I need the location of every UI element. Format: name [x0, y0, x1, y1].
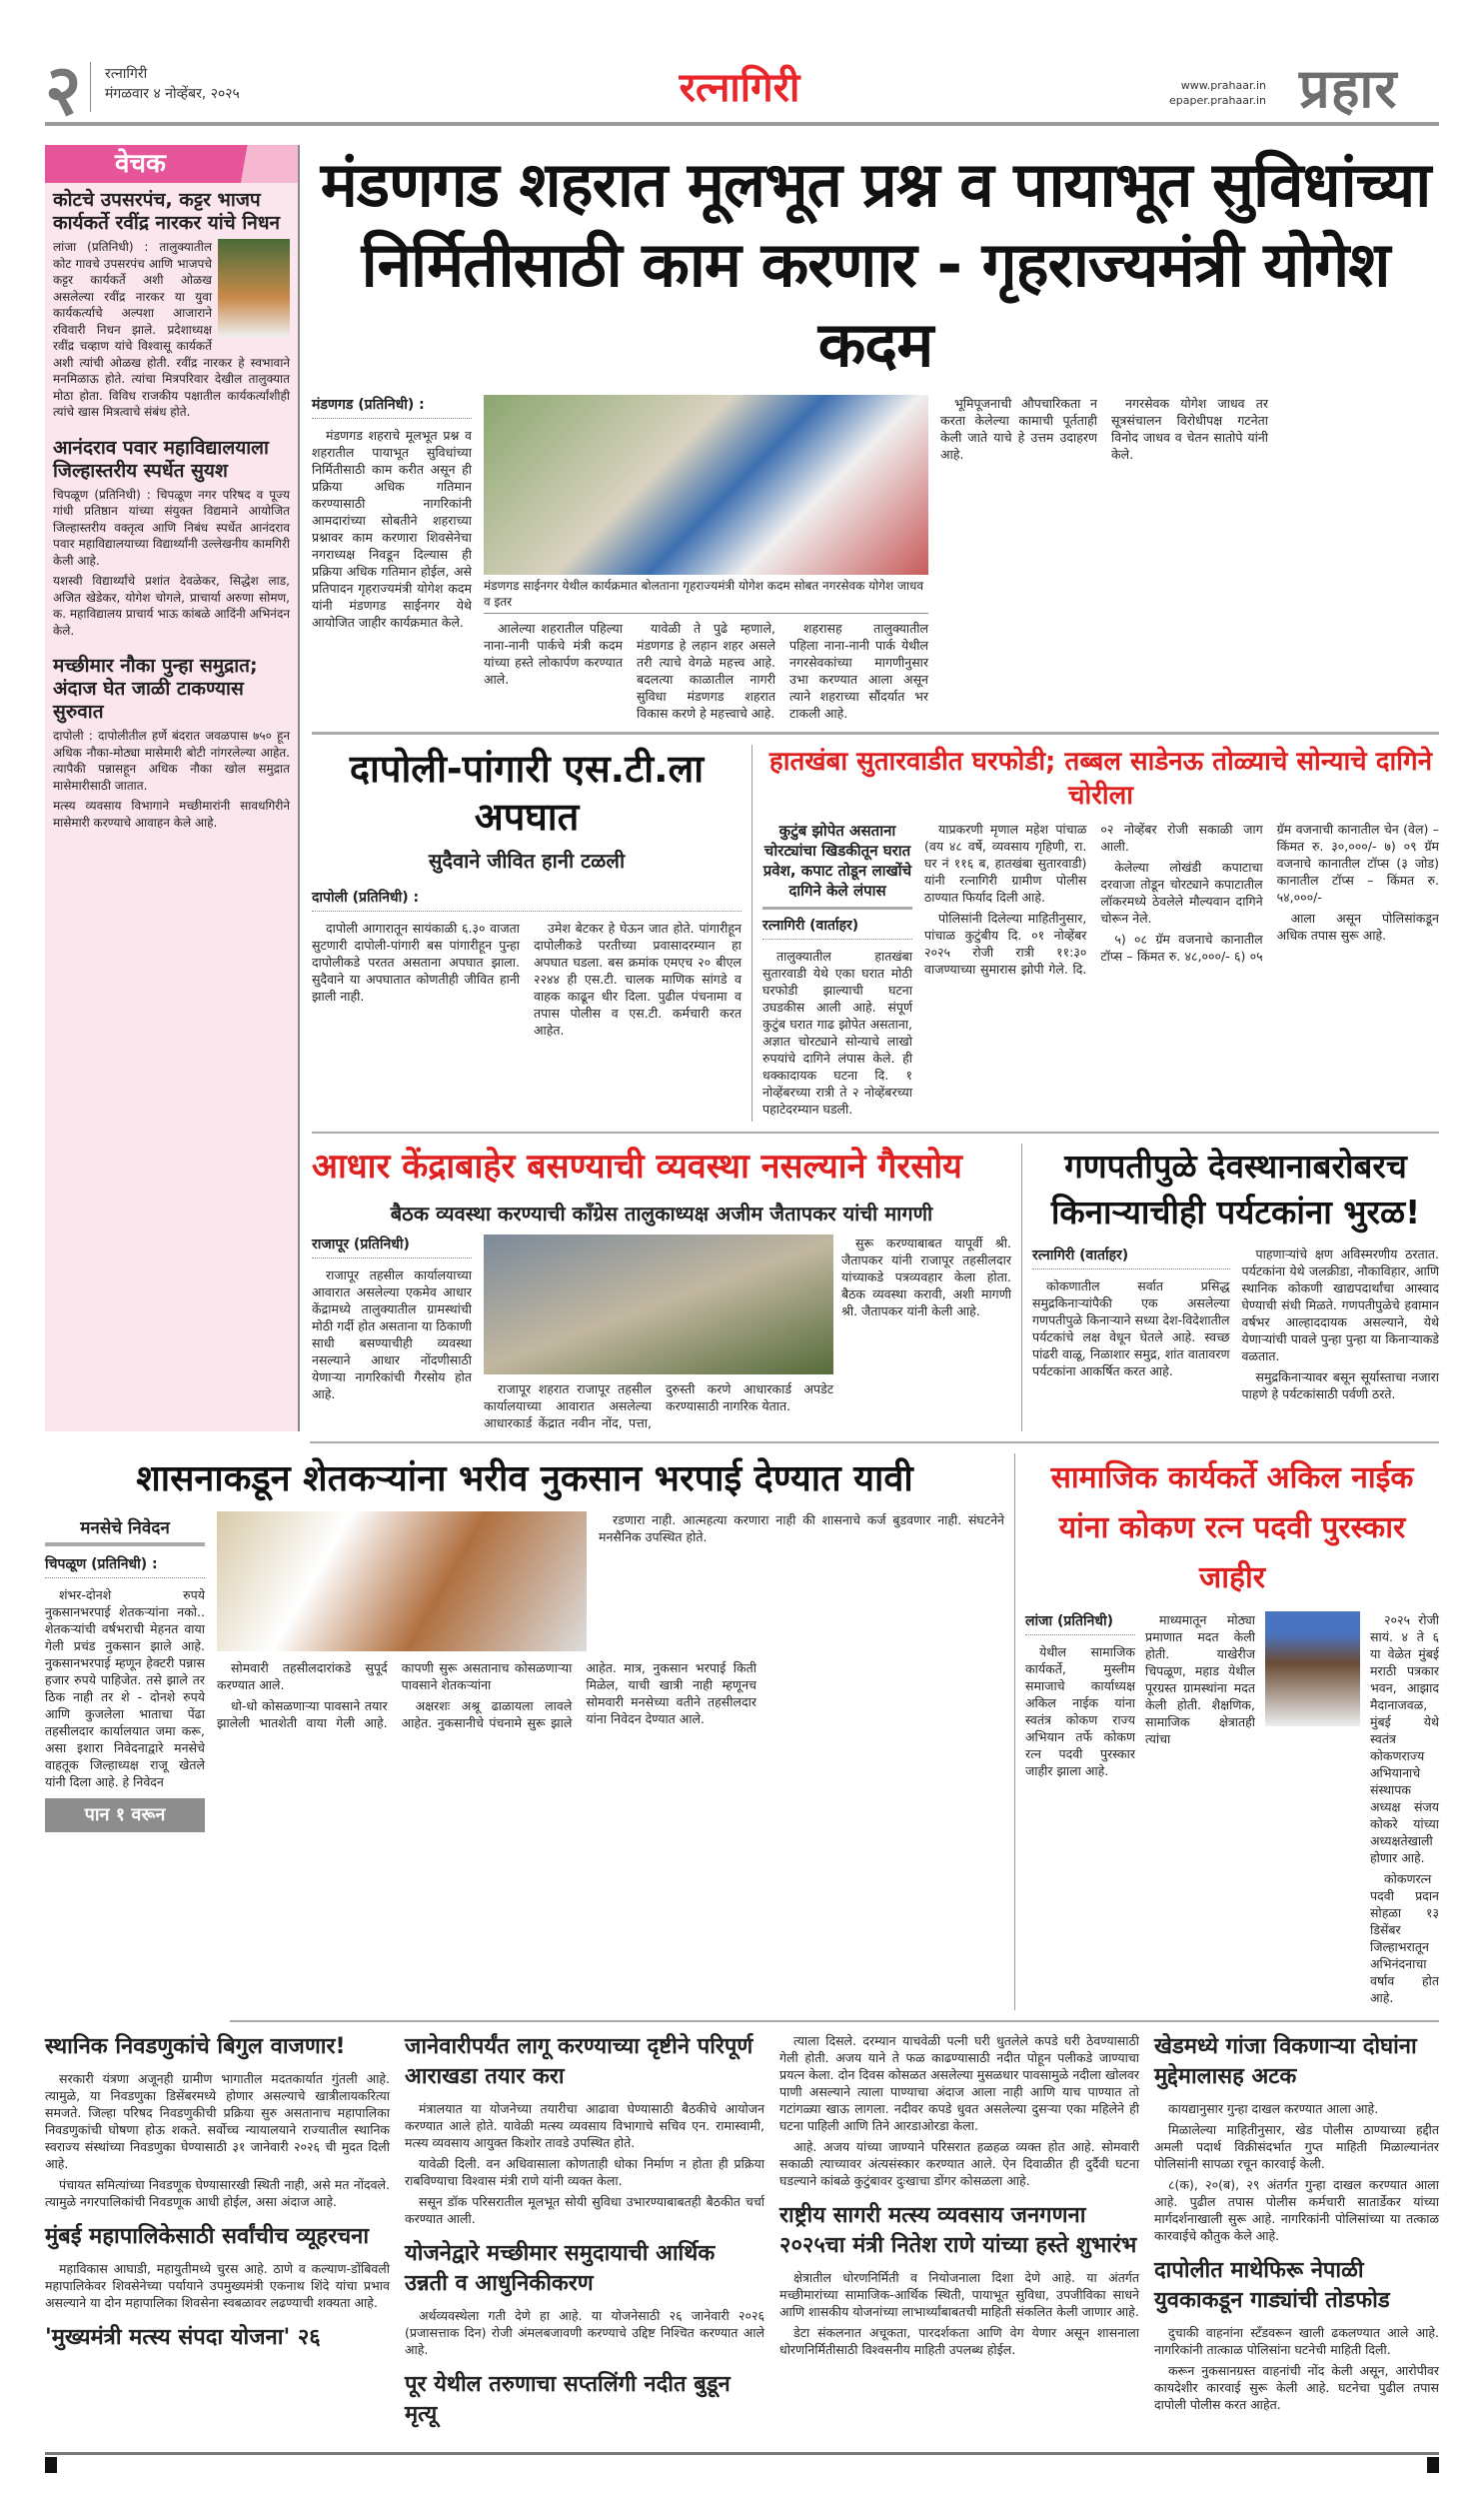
prahaar-logo: प्रहार	[1299, 57, 1398, 120]
paragraph: मिळालेल्या माहितीनुसार, खेड पोलीस ठाण्याच्या हद्दीत अमली पदार्थ विक्रीसंदर्भात गुप्त माहिती मिळाल्यानंतर पोलिसांनी सापळा रचून कारवाई केली.	[1154, 2122, 1439, 2171]
story-body	[779, 2269, 1139, 2358]
akil-naik-portrait	[1265, 1611, 1360, 1726]
footer-rule	[45, 2452, 1439, 2455]
story-headline: हातखंबा सुतारवाडीत घरफोडी; तब्बल साडेनऊ तोळ्याचे सोन्याचे दागिने चोरीला	[768, 747, 1433, 811]
sidebar-story	[45, 431, 298, 650]
memorandum-photo	[217, 1511, 587, 1651]
story-headline: खेडमध्ये गांजा विकणाऱ्या दोघांना मुद्देमालासह अटक	[1154, 2034, 1417, 2089]
story-headline: स्थानिक निवडणुकांचे बिगुल वाजणार!	[45, 2034, 346, 2059]
story-headline: शासनाकडून शेतकऱ्यांना भरीव नुकसान भरपाई देण्यात यावी	[136, 1458, 913, 1499]
dateline: मंडणगड (प्रतिनिधी) :	[312, 395, 472, 419]
paragraph: कोकणातील सर्वात प्रसिद्ध समुद्रकिनाऱ्यांपैकी एक असलेल्या गणपतीपुळे किनाऱ्याने सध्या देश-विदेशातील पर्यटकांचे लक्ष वेधून घेतले आहे. स्वच्छ पांढरी वाळू, निळाशार समुद्र, शांत वातावरण पर्यटकांना आकर्षित करत आहे.	[1032, 1278, 1230, 1378]
paragraph: रडणारा नाही. आत्महत्या करणारा नाही की शासनाचे कर्ज बुडवणार नाही. संघटनेने मनसैनिक उपस्थित होते.	[599, 1512, 1004, 1544]
sidebar-story	[45, 183, 298, 431]
story-body	[312, 1266, 472, 1402]
story-body	[45, 1586, 205, 1790]
paragraph: कोकणरत्न पदवी प्रदान सोहळा १३ डिसेंबर जिल्हाभरातून अभिनंदनाचा वर्षाव होत आहे.	[1370, 1871, 1439, 2005]
aadhaar-story	[312, 1144, 1011, 1431]
story-headline: दापोली-पांगारी एस.टी.ला अपघात	[349, 747, 705, 839]
paragraph: मंत्रालयात या योजनेच्या तयारीचा आढावा घेण्यासाठी बैठकीचे आयोजन करण्यात आले होते. यावेळी मत्स्य व्यवसाय विभागाचे सचिव एन. रामास्वामी, मत्स्य व्यवसाय आयुक्त किशोर तावडे उपस्थित होते.	[405, 2101, 764, 2150]
paragraph: केलेल्या लोखंडी कपाटाचा दरवाजा तोडून चोरट्याने कपाटातील लॉकरमध्ये ठेवलेले मौल्यवान दागिने चोरून नेले.	[1100, 860, 1263, 926]
paragraph: धो-धो कोसळणाऱ्या पावसाने तयार झालेली भातशेती वाया गेली आहे. कापणी सुरू असतानाच कोसळणाऱ्या पावसाने शेतकऱ्यांना	[217, 1660, 573, 1730]
paragraph: दापोली आगारातून सायंकाळी ६.३० वाजता सुटणारी दापोली-पांगारी बस पांगारीहून पुन्हा दापोलीकडे परतत असताना अपघात झाला. सुदैवाने या अपघातात कोणतीही जीवित हानी झाली नाही.	[312, 921, 520, 1004]
bottom-col-1	[45, 2032, 390, 2438]
story-body	[599, 1511, 1004, 1651]
paragraph: ससून डॉक परिसरातील मूलभूत सोयी सुविधा उभारण्याबाबतही बैठकीत चर्चा करण्यात आली.	[405, 2194, 764, 2226]
story-headline: आधार केंद्राबाहेर बसण्याची व्यवस्था नसल्याने गैरसोय	[312, 1147, 962, 1187]
story-headline: मच्छीमार नौका पुन्हा समुद्रात; अंदाज घेत जाळी टाकण्यास सुरुवात	[53, 655, 258, 723]
paragraph: सुरू करण्याबाबत यापूर्वी श्री. जैतापकर यांनी राजापूर तहसीलदार यांच्याकडे पत्रव्यवहार केला होता. बैठक व्यवस्था करावी, अशी मागणी श्री. जैतापकर यांनी केली आहे.	[841, 1236, 1011, 1318]
story-body	[484, 1380, 833, 1431]
dateline: लांजा (प्रतिनिधी)	[1025, 1611, 1135, 1635]
story-body: यशस्वी विद्यार्थ्यांचे प्रशांत देवळेकर, सिद्धेश लाड, अजित खेडेकर, योगेश चोगले, प्राचार्या अरुणा सोमण, क. महाविद्यालय प्राचार्य भाऊ कांबळे आदिंनी अभिनंदन केले.	[53, 574, 290, 638]
story-headline: गणपतीपुळे देवस्थानाबरोबरच किनाऱ्याचीही पर्यटकांना भुरळ!	[1050, 1147, 1421, 1232]
portrait-photo	[218, 239, 290, 337]
row-shetkari-akil	[45, 1453, 1439, 2010]
lead-col1	[312, 395, 472, 722]
paragraph: सरकारी यंत्रणा अजूनही ग्रामीण भागातील मदतकार्यात गुंतली आहे. त्यामुळे, या निवडणुका डिसेंबरमध्ये होणार असल्याचे खात्रीलायकरित्या समजते. जिल्हा परिषद निवडणुकीची प्रक्रिया सुरु असतानाच महापालिका निवडणुकांची घोषणा होऊ शकते. सर्वोच्च न्यायालयाने राज्यातील स्थानिक स्वराज्य संस्थांच्या निवडणुका घेण्यासाठी ३१ जानेवारी २०२६ ची मुदत दिली आहे.	[45, 2071, 390, 2171]
masthead-date: मंगळवार ४ नोव्हेंबर, २०२५	[105, 86, 240, 102]
paragraph: त्याला दिसले. दरम्यान याचवेळी पत्नी घरी धुतलेले कपडे घरी ठेवण्यासाठी गेली होती. अजय याने ते फळ काढण्यासाठी नदीत पोहून पलीकडे जाण्याचा प्रयत्न केला. दोन दिवस कोसळत असलेल्या मुसळधार पावसामुळे नदीला खोलवर पाणी असल्याने त्याला पाण्याचा अंदाज आला नाही आणि याच पाण्यात तो गटांगळ्या खाऊ लागला. नदीवर कपडे धुवत असलेल्या दुसऱ्या एका महिलेने ही घटना पाहिली आणि तिने आरडाओरडा केला.	[779, 2033, 1139, 2133]
section-divider	[230, 2020, 1439, 2022]
paragraph: महाविकास आघाडी, महायुतीमध्ये चुरस आहे. ठाणे व कल्याण-डोंबिवली महापालिकेवर शिवसेनेच्या पर्यायाने उपमुख्यमंत्री एकनाथ शिंदे यांचा प्रभाव असल्याने या दोन महापालिका शिवसेना स्वबळावर लढण्याची शक्यता आहे.	[45, 2261, 390, 2310]
story-body	[1032, 1277, 1230, 1379]
story-body	[1154, 2324, 1439, 2413]
paragraph: आला असून पोलिसांकडून अधिक तपास सुरू आहे.	[1276, 911, 1439, 943]
paragraph: क्षेत्रातील धोरणनिर्मिती व नियोजनाला दिशा देणे आहे. या अंतर्गत मच्छीमारांच्या सामाजिक-आर्थिक स्थिती, पायाभूत सुविधा, उपजीविका साधने आणि शासकीय योजनांच्या लाभार्थ्यांबाबतची माहिती संकलित केली जाणार आहे.	[779, 2270, 1139, 2319]
story-headline: 'मुख्यमंत्री मत्स्य संपदा योजना' २६	[45, 2325, 321, 2350]
story-headline: आनंदराव पवार महाविद्यालयाला जिल्हास्तरीय स्पर्धेत सुयश	[53, 436, 269, 482]
story-headline: दापोलीत माथेफिरू नेपाळी युवकाकडून गाड्यांची तोडफोड	[1154, 2258, 1390, 2313]
shetkari-story	[45, 1453, 1004, 2010]
paragraph: आलेल्या शहरातील पहिल्या नाना-नानी पार्कचे मंत्री कदम यांच्या हस्ते लोकार्पण करण्यात आले.	[484, 621, 623, 687]
story-body	[312, 427, 472, 631]
bottom-row	[45, 2032, 1439, 2438]
story-deck: कुटुंब झोपेत असताना चोरट्यांचा खिडकीतून घरात प्रवेश, कपाट तोडून लाखोंचे दागिने केले लंपास	[762, 821, 912, 910]
story-body	[1154, 2100, 1439, 2244]
paragraph: समुद्रकिनाऱ्यावर बसून सूर्यास्ताचा नजारा पाहणे हे पर्यटकांसाठी पर्वणी ठरते.	[1241, 1369, 1439, 1401]
paragraph: मंडणगड शहराचे मूलभूत प्रश्न व शहरातील पायाभूत सुविधांच्या निर्मितीसाठी काम करीत असून ही प्रक्रिया अधिक गतिमान करण्यासाठी नागरिकांनी आमदारांच्या सोबतीने शहराच्या प्रश्नावर काम करणारा शिवसेनेचा नगराध्यक्ष निवडून दिल्यास ही प्रक्रिया अधिक गतिमान होईल, असे प्रतिपादन गृहराज्यमंत्री योगेश कदम यांनी मंडणगड साईनगर येथे आयोजित जाहीर कार्यक्रमात केले.	[312, 428, 472, 630]
story-body	[779, 2032, 1139, 2189]
paragraph: ५) ०८ ग्रॅम वजनाचे कानातील टॉप्स – किंमत रु. ४८,०००/- ६) ०५ ग्रॅम वजनाची कानातील चेन (वेल) – किंमत रु. ३०,०००/- ७) ०९ ग्रॅम वजनाचे कानातील टॉप्स (३ जोड) कानातील टॉप्स – किंमत रु. ५४,०००/-	[1100, 822, 1439, 964]
column-divider	[1021, 1144, 1022, 1431]
paragraph: २०२५ रोजी सायं. ४ ते ६ या वेळेत मुंबई मराठी पत्रकार भवन, आझाद मैदानाजवळ, मुंबई येथे स्वतंत्र कोकणराज्य अभियानाचे संस्थापक अध्यक्ष संजय कोकरे यांच्या अध्यक्षतेखाली होणार आहे.	[1370, 1612, 1439, 1865]
dateline: दापोली (प्रतिनिधी) :	[312, 888, 742, 912]
story-subhead: मनसेचे निवेदन	[45, 1511, 205, 1546]
story-body	[405, 2100, 764, 2227]
story-body	[1025, 1643, 1135, 1779]
paragraph: डेटा संकलनात अचूकता, पारदर्शकता आणि वेग येणार असून शासनाला धोरणनिर्मितीसाठी विश्वसनीय माहिती उपलब्ध होईल.	[779, 2325, 1139, 2357]
story-headline: सामाजिक कार्यकर्ते अकिल नाईक यांना कोकण रत्न पदवी पुरस्कार जाहीर	[1050, 1460, 1414, 1595]
lead-photo	[484, 395, 928, 575]
lead-story	[312, 395, 1439, 722]
paragraph: शहरासह तालुक्यातील पहिला नाना-नानी पार्क येथील नगरसेवकांच्या मागणीनुसार उभा करण्यात आला असून त्याने शहराच्या सौंदर्यात भर टाकली आहे.	[789, 621, 928, 721]
dapoli-story	[312, 745, 742, 1122]
row-dapoli-hatkhamba	[312, 745, 1439, 1122]
masthead-city: रत्नागिरी	[105, 66, 148, 82]
story-body	[1242, 1246, 1440, 1406]
website-link[interactable]: www.prahaar.in	[1180, 79, 1266, 92]
sidebar-vechak	[45, 145, 300, 1431]
story-headline: राष्ट्रीय सागरी मत्स्य व्यवसाय जनगणना २०२५चा मंत्री नितेश राणे यांच्या हस्ते शुभारंभ	[779, 2203, 1137, 2258]
paragraph: तालुक्यातील हातखंबा सुतारवाडी येथे एका घरात मोठी घरफोडी झाल्याची घटना उघडकीस आली आहे. संपूर्ण कुटुंब घरात गाढ झोपेत असताना, अज्ञात चोरट्याने सोन्याचे लाखो रुपयांचे दागिने लंपास केले. ही धक्कादायक घटना दि. १ नोव्हेंबरच्या रात्री ते २ नोव्हेंबरच्या पहाटेदरम्यान घडली.	[762, 949, 912, 1117]
paragraph: पंचायत समित्यांच्या निवडणूक घेण्यासारखी स्थिती नाही, असे मत नोंदवले. त्यामुळे नगरपालिकांची निवडणूक आधी होईल, असा अंदाज आहे.	[45, 2177, 390, 2209]
story-subhead: सुदैवाने जीवित हानी टळली	[428, 849, 626, 873]
paragraph: नगरसेवक योगेश जाधव तर सूत्रसंचालन विरोधीपक्ष गटनेता विनोद जाधव व चेतन सातोपे यांनी केले.	[1111, 396, 1268, 462]
bottom-col-3	[779, 2032, 1139, 2438]
story-body	[405, 2307, 764, 2358]
footer	[45, 2452, 1439, 2472]
footer-marker-left	[45, 2457, 57, 2473]
edition-title: रत्नागिरी	[679, 65, 800, 111]
dateline: चिपळूण (प्रतिनिधी) :	[45, 1554, 205, 1578]
column-divider	[751, 745, 752, 1122]
paragraph: याप्रकरणी मृणाल महेश पांचाळ (वय ४८ वर्षे, व्यवसाय गृहिणी, रा. घर नं ११६ ब, हातखंबा सुतारवाडी) यांनी रत्नागिरी ग्रामीण पोलीस ठाण्यात फिर्याद दिली आहे.	[924, 822, 1087, 905]
row-aadhaar-ganpatipule	[312, 1144, 1439, 1431]
story-headline: जानेवारीपर्यंत लागू करण्याच्या दृष्टीने परिपूर्ण आराखडा तयार करा	[405, 2034, 753, 2089]
story-body	[1145, 1611, 1255, 2010]
story-body: मत्स्य व्यवसाय विभागाने मच्छीमारांनी सावधगिरीने मासेमारी करण्याचे आवाहन केले आहे.	[53, 799, 290, 830]
story-body	[1370, 1611, 1439, 2010]
paragraph: शंभर-दोनशे रुपये नुकसानभरपाई शेतकऱ्यांना नको.. शेतकऱ्यांची वर्षभराची मेहनत वाया गेली प्रचंड नुकसान झाले आहे. नुकसानभरपाई म्हणून हेक्टरी पन्नास हजार रुपये पाहिजेत. तसे झाले तर ठिक नाही तर शे - दोनशे रुपये आणि कुजलेला भाताचा पेंढा तहसीलदार कार्यालयात जमा करू, असा इशारा निवेदनाद्वारे मनसेचे वाहतूक जिल्हाध्यक्ष राजू खेतले यांनी दिला आहे. हे निवेदन	[45, 1587, 205, 1789]
dateline: रत्नागिरी (वार्ताहर)	[1032, 1246, 1230, 1269]
story-headline: मुंबई महापालिकेसाठी सर्वांचीच व्यूहरचना	[45, 2224, 370, 2249]
lead-body-right	[940, 395, 1439, 722]
story-headline: योजनेद्वारे मच्छीमार समुदायाची आर्थिक उन्नती व आधुनिकीकरण	[405, 2241, 716, 2296]
page-number: २	[45, 49, 82, 131]
sidebar-story	[45, 649, 298, 841]
story-body	[45, 2070, 390, 2210]
aadhaar-centre-photo	[484, 1235, 833, 1374]
paragraph: पाहणाऱ्यांचे क्षण अविस्मरणीय ठरतात. पर्यटकांना येथे जलक्रीडा, नौकाविहार, आणि स्थानिक कोकणी खाद्यपदार्थांचा आस्वाद घेण्याची संधी मिळते. गणपतीपुळेचे हवामान वर्षभर आल्हाददायक असल्याने, येथे येणाऱ्यांची पावले पुन्हा पुन्हा या किनाऱ्याकडे वळतात.	[1241, 1247, 1439, 1363]
story-body	[924, 821, 1439, 1122]
website-links	[1169, 78, 1266, 108]
ganpatipule-story	[1032, 1144, 1439, 1431]
story-body	[762, 948, 912, 1118]
bottom-col-4	[1154, 2032, 1439, 2438]
story-body	[841, 1235, 1011, 1374]
epaper-link[interactable]: epaper.prahaar.in	[1169, 94, 1266, 107]
masthead-divider	[90, 62, 91, 112]
masthead-meta	[105, 64, 240, 104]
story-headline: कोटचे उपसरपंच, कट्टर भाजप कार्यकर्ते रवींद्र नारकर यांचे निधन	[53, 189, 281, 234]
section-divider	[312, 732, 1439, 735]
paragraph: अर्थव्यवस्थेला गती देणे हा आहे. या योजनेसाठी २६ जानेवारी २०२६ (प्रजासत्ताक दिन) रोजी अंमलबजावणी करण्याचे उद्दिष्ट निश्चित करण्यात आले आहे.	[405, 2308, 764, 2357]
masthead	[45, 0, 1439, 145]
top-section	[45, 145, 1439, 1431]
column-divider	[1014, 1453, 1015, 2010]
paragraph: ८(क), २०(ब), २९ अंतर्गत गुन्हा दाखल करण्यात आला आहे. पुढील तपास पोलीस कर्मचारी सातार्डेकर यांच्या मार्गदर्शनाखाली सुरू आहे. नागरिकांनी पोलिसांच्या या तत्काळ कारवाईचे कौतुक केले आहे.	[1154, 2177, 1439, 2243]
section-divider	[310, 1441, 1439, 1443]
continued-from-page-1: पान १ वरून	[45, 1798, 205, 1832]
paragraph: अक्षरशः अश्रू ढाळायला लावले आहेत. नुकसानीचे पंचनामे सुरू झाले आहेत. मात्र, नुकसान भरपाई किती मिळेल, याची खात्री नाही म्हणूनच सोमवारी मनसेच्या वतीने तहसीलदार यांना निवेदन देण्यात आले.	[401, 1660, 756, 1730]
paragraph: यावेळी दिली. वन अधिवासाला कोणताही धोका निर्माण न होता ही प्रक्रिया राबविण्याचा विश्वास मंत्री राणे यांनी व्यक्त केला.	[405, 2156, 764, 2188]
paragraph: राजापूर शहरात राजापूर तहसील कार्यालयाच्या आवारात असलेल्या आधारकार्ड केंद्रात नवीन नोंद, पत्ता, दुरुस्ती करणे आधारकार्ड अपडेट करण्यासाठी नागरिक येतात.	[484, 1381, 833, 1430]
story-body: दापोली : दापोलीतील हर्णे बंदरात जवळपास ७५० हून अधिक नौका-मोठ्या मासेमारी बोटी नांगरलेल्या आहेत. त्यापैकी पन्नासहून अधिक नौका खोल समुद्रात मासेमारीसाठी जातात.	[53, 729, 290, 793]
dateline: राजापूर (प्रतिनिधी)	[312, 1235, 472, 1258]
paragraph: आहे. अजय यांच्या जाण्याने परिसरात हळहळ व्यक्त होत आहे. सोमवारी सकाळी त्याच्यावर अंत्यसंस्कार करण्यात आले. ऐन दिवाळीत ही दुर्दैवी घटना घडल्याने कांबळे कुटुंबावर दुःखाचा डोंगर कोसळला आहे.	[779, 2139, 1139, 2188]
paragraph: उमेश बेटकर हे घेऊन जात होते. पांगारीहून दापोलीकडे परतीच्या प्रवासादरम्यान हा अपघात घडला. बस क्रमांक एमएच २० बीएल २२४४ ही एस.टी. चालक माणिक सांगडे व वाहक काढून धीर दिला. पुढील पंचनामा व तपास पोलीस व एस.टी. कर्मचारी करत आहेत.	[534, 921, 742, 1038]
paragraph: करून नुकसानग्रस्त वाहनांची नोंद केली असून, आरोपीवर कायदेशीर कारवाई सुरू केली आहे. घटनेचा पुढील तपास दापोली पोलीस करत आहेत.	[1154, 2363, 1439, 2412]
paragraph: यावेळी ते पुढे म्हणाले, मंडणगड हे लहान शहर असले तरी त्याचे वेगळे महत्त्व आहे. बदलत्या काळातील नागरी सुविधा मंडणगड शहरात विकास करणे हे महत्त्वाचे आहे.	[637, 621, 775, 721]
footer-marker-right	[1427, 2457, 1439, 2473]
dateline: रत्नागिरी (वार्ताहर)	[762, 916, 912, 940]
story-headline: पूर येथील तरुणाचा सप्तलिंगी नदीत बुडून मृत्यू	[405, 2372, 731, 2427]
story-subhead: बैठक व्यवस्था करण्याची काँग्रेस तालुकाध्यक्ष अजीम जैतापकर यांची मागणी	[390, 1202, 933, 1226]
paragraph: सोमवारी तहसीलदारांकडे सुपूर्द करण्यात आले.	[217, 1660, 388, 1692]
masthead-rule	[45, 122, 1439, 126]
lead-body	[484, 620, 928, 722]
story-body: चिपळूण (प्रतिनिधी) : चिपळूण नगर परिषद व पूज्य गांधी प्रतिष्ठान यांच्या संयुक्त विद्यमाने आयोजित जिल्हास्तरीय वक्तृत्व आणि निबंध स्पर्धेत आनंदराव पवार महाविद्यालयाच्या विद्यार्थ्यांनी उल्लेखनीय कामगिरी केली आहे.	[53, 487, 290, 568]
lead-col-middle	[484, 395, 928, 722]
paragraph: कायद्यानुसार गुन्हा दाखल करण्यात आला आहे.	[1168, 2101, 1379, 2116]
paragraph: येथील सामाजिक कार्यकर्ते, मुस्लीम समाजाचे कार्याध्यक्ष अकिल नाईक यांना स्वतंत्र कोकण राज्य अभियान तर्फे कोकण रत्न पदवी पुरस्कार जाहीर झाला आहे.	[1025, 1644, 1135, 1778]
main-column	[312, 145, 1439, 1431]
sidebar-label: वेचक	[45, 145, 298, 183]
paragraph: राजापूर तहसील कार्यालयाच्या आवारात असलेल्या एकमेव आधार केंद्रामध्ये तालुक्यातील ग्रामस्थांची मोठी गर्दी होत असताना या ठिकाणी साधी बसण्याचीही व्यवस्था नसल्याने आधार नोंदणीसाठी येणाऱ्या नागरिकांची गैरसोय होत आहे.	[312, 1267, 472, 1401]
story-body	[45, 2260, 390, 2311]
paragraph: दुचाकी वाहनांना स्टँडवरून खाली ढकलण्यात आले आहे. नागरिकांनी तात्काळ पोलिसांना घटनेची माहिती दिली.	[1154, 2325, 1439, 2357]
paragraph: पोलिसांनी दिलेल्या माहितीनुसार, पांचाळ कुटुंबीय दि. ०१ नोव्हेंबर २०२५ रोजी रात्री ११:३० वाजण्याच्या सुमारास झोपी गेले. दि. ०२ नोव्हेंबर रोजी सकाळी जाग आली.	[924, 822, 1263, 977]
section-divider	[312, 1132, 1439, 1134]
story-body	[312, 920, 742, 1039]
paragraph: भूमिपूजनाची औपचारिकता न करता केलेल्या कामाची पूर्तताही केली जाते याचे हे उत्तम उदाहरण आहे.	[940, 396, 1097, 462]
bottom-col-2	[405, 2032, 764, 2438]
lead-headline: मंडणगड शहरात मूलभूत प्रश्न व पायाभूत सुविधांच्या निर्मितीसाठी काम करणार - गृहराज्यमंत्री योगेश कदम	[320, 148, 1431, 381]
paragraph: माध्यमातून मोठ्या प्रमाणात मदत केली होती. याखेरीज चिपळूण, महाड येथील पूरग्रस्त ग्रामस्थांना मदत केली होती. शैक्षणिक, सामाजिक क्षेत्रातही त्यांचा	[1145, 1612, 1255, 1746]
story-body	[217, 1659, 756, 1731]
akil-naik-story	[1025, 1453, 1439, 2010]
hatkhamba-story	[762, 745, 1439, 1122]
photo-caption: मंडणगड साईनगर येथील कार्यक्रमात बोलताना गृहराज्यमंत्री योगेश कदम सोबत नगरसेवक योगेश जाधव व इतर	[484, 575, 928, 614]
story-body: लांजा (प्रतिनिधी) : तालुक्यातील कोट गावचे उपसरपंच आणि भाजपचे कट्टर कार्यकर्ते अशी ओळख असलेल्या रवींद्र नारकर या युवा कार्यकर्त्याचे अल्पशा आजाराने रविवारी निधन झाले. प्रदेशाध्यक्ष रवींद्र चव्हाण यांचे विश्वासू कार्यकर्ते अशी त्यांची ओळख होती. रवींद्र नारकर हे स्वभावाने मनमिळाऊ होते. त्यांचा मित्रपरिवार देखील तालुक्यात मोठा होता. विविध राजकीय पक्षातील कार्यकर्त्यांशीही त्यांचे खास मित्रत्वाचे संबंध होते.	[53, 240, 290, 419]
